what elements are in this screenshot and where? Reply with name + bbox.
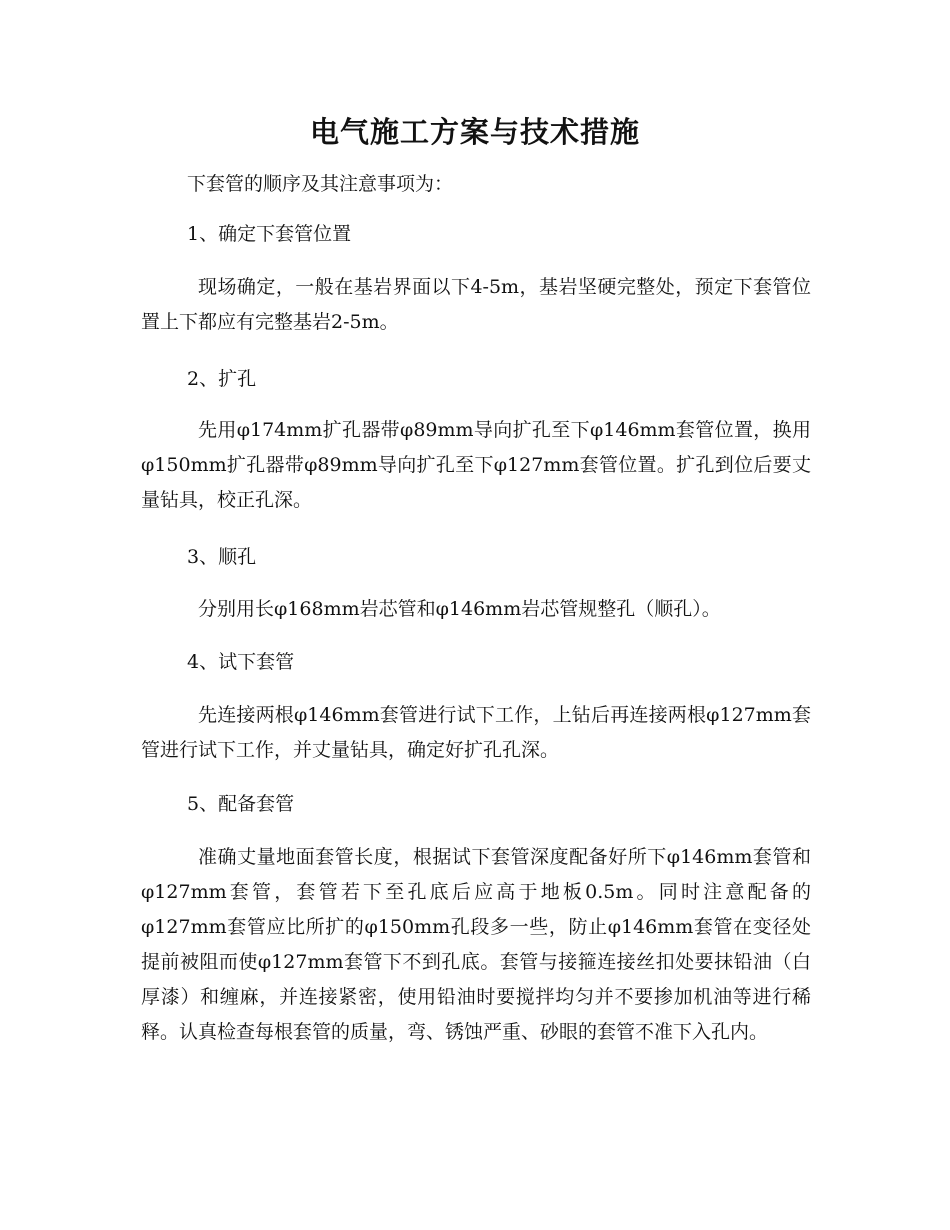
section-body-1: 现场确定，一般在基岩界面以下4-5m，基岩坚硬完整处，预定下套管位置上下都应有完整基岩2-5m。	[141, 276, 811, 333]
section-body-3: 分别用长φ168mm岩芯管和φ146mm岩芯管规整孔（顺孔）。	[198, 598, 721, 620]
section-body-4: 先连接两根φ146mm套管进行试下工作，上钻后再连接两根φ127mm套管进行试下工作，并丈量钻具，确定好扩孔孔深。	[141, 704, 811, 761]
section-heading-3: 3、顺孔	[187, 546, 257, 568]
section-heading-5: 5、配备套管	[187, 793, 295, 815]
section-heading-4: 4、试下套管	[187, 651, 295, 673]
section-heading-2: 2、扩孔	[187, 368, 257, 390]
section-heading-1: 1、确定下套管位置	[187, 223, 352, 245]
page-title: 电气施工方案与技术措施	[309, 115, 640, 149]
intro-text: 下套管的顺序及其注意事项为：	[187, 173, 454, 195]
section-body-2: 先用φ174mm扩孔器带φ89mm导向扩孔至下φ146mm套管位置，换用φ150mm扩孔器带φ89mm导向扩孔至下φ127mm套管位置。扩孔到位后要丈量钻具，校正孔深。	[141, 419, 811, 511]
section-body-5: 准确丈量地面套管长度，根据试下套管深度配备好所下φ146mm套管和φ127mm套管，套管若下至孔底后应高于地板0.5m。同时注意配备的φ127mm套管应比所扩的φ150mm孔段多一些，防止φ146mm套管在变径处提前被阻而使φ127mm套管下不到孔底。套管与接箍连接丝扣处要抹铅油（白厚漆）和缠麻，并连接紧密，使用铅油时要搅拌均匀并不要掺加机油等进行稀释。认真检查每根套管的质量，弯、锈蚀严重、砂眼的套管不准下入孔内。	[141, 846, 811, 1043]
